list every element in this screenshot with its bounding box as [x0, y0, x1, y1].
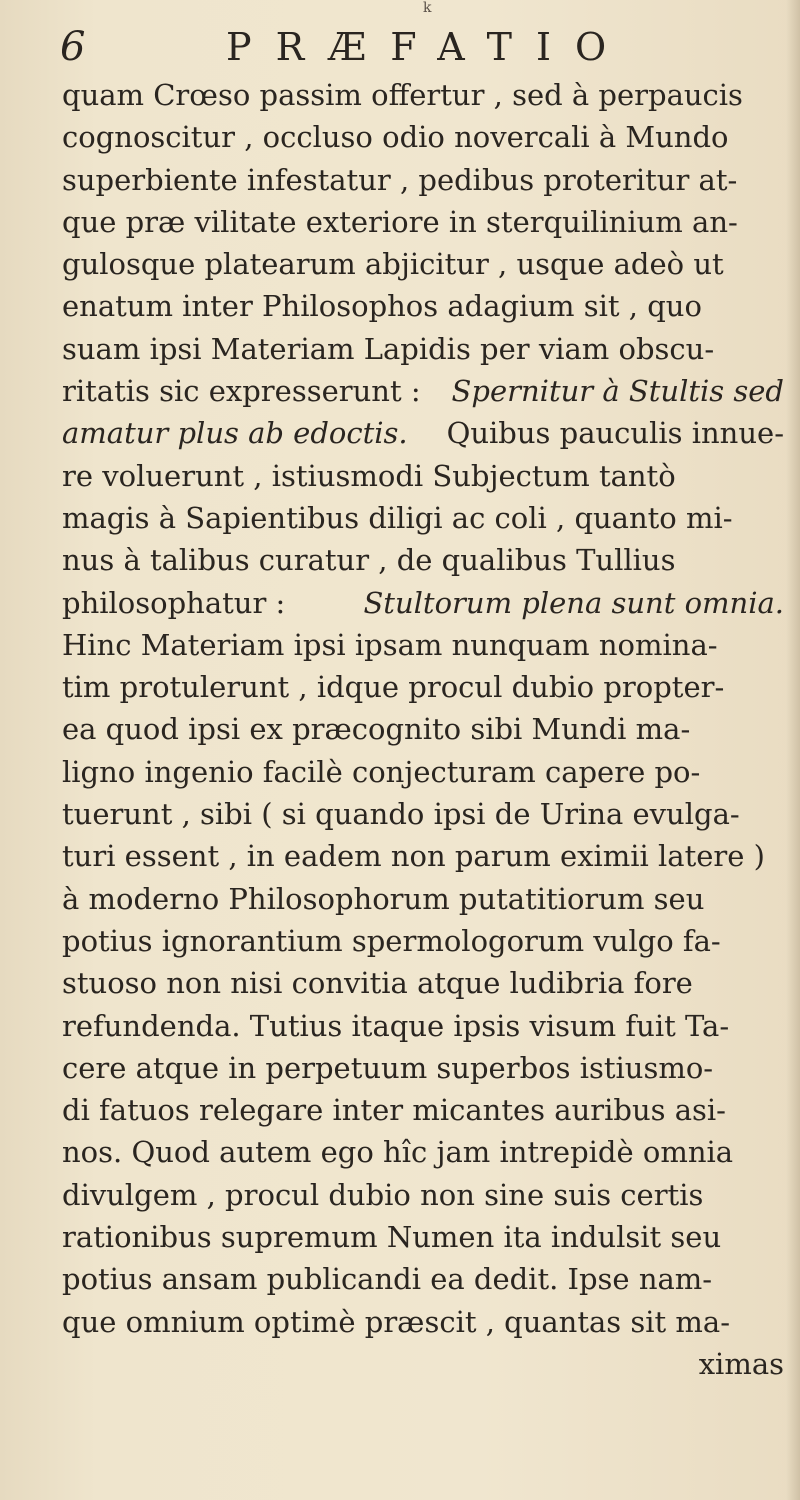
text-line	[62, 539, 784, 581]
text-span: rationibus supremum Numen ita indulsit seu	[62, 1220, 722, 1255]
text-span: ea quod ipsi ex præcognito sibi Mundi ma-	[62, 712, 691, 747]
text-line	[62, 243, 784, 285]
text-line	[62, 74, 784, 116]
catchword-line	[62, 1343, 784, 1385]
italic-quote: Spernitur à Stultis sed	[451, 374, 784, 409]
text-line	[62, 328, 784, 370]
body-text	[62, 74, 784, 1385]
text-line	[62, 666, 784, 708]
text-line	[62, 497, 784, 539]
text-line	[62, 1174, 784, 1216]
italic-quote: amatur plus ab edoctis.	[62, 416, 408, 451]
text-line	[62, 1005, 784, 1047]
text-span: stuoso non nisi convitia atque ludibria fore	[62, 966, 693, 1001]
text-line	[62, 412, 784, 454]
text-span: Hinc Materiam ipsi ipsam nunquam nomina-	[62, 627, 718, 662]
catchword: ximas	[698, 1346, 784, 1381]
text-line	[62, 1131, 784, 1173]
text-span: que omnium optimè præscit , quantas sit ma-	[62, 1304, 731, 1339]
text-span: ritatis sic expresserunt :	[62, 374, 421, 409]
text-line	[62, 116, 784, 158]
text-line	[62, 455, 784, 497]
text-line	[62, 962, 784, 1004]
page-number: 6	[60, 24, 86, 70]
text-span: cognoscitur , occluso odio novercali à Mundo	[62, 120, 729, 155]
text-span: à moderno Philosophorum putatitiorum seu	[62, 881, 705, 916]
text-line	[62, 793, 784, 835]
text-span: enatum inter Philosophos adagium sit , quo	[62, 289, 702, 324]
text-line	[62, 708, 784, 750]
text-span: suam ipsi Materiam Lapidis per viam obscu-	[62, 331, 715, 366]
text-line	[62, 920, 784, 962]
text-line	[62, 285, 784, 327]
text-span: gulosque platearum abjicitur , usque adeò ut	[62, 247, 724, 282]
page-gutter-shadow	[786, 0, 800, 1500]
text-line	[62, 835, 784, 877]
text-span: divulgem , procul dubio non sine suis certis	[62, 1177, 704, 1212]
text-line	[62, 1301, 784, 1343]
text-span: tuerunt , sibi ( si quando ipsi de Urina evulga-	[62, 797, 740, 832]
running-head: PRÆFATIO	[226, 25, 631, 69]
text-span: philosophatur :	[62, 585, 286, 620]
text-span: nus à talibus curatur , de qualibus Tullius	[62, 543, 676, 578]
text-span: magis à Sapientibus diligi ac coli , quanto mi-	[62, 500, 733, 535]
text-span: ligno ingenio facilè conjecturam capere po-	[62, 754, 701, 789]
text-span: potius ansam publicandi ea dedit. Ipse nam-	[62, 1262, 713, 1297]
text-line	[62, 582, 784, 624]
text-line	[62, 1216, 784, 1258]
text-line	[62, 159, 784, 201]
text-span: re voluerunt , istiusmodi Subjectum tantò	[62, 458, 676, 493]
text-span: quam Crœso passim offertur , sed à perpaucis	[62, 78, 743, 112]
text-span: refundenda. Tutius itaque ipsis visum fuit Ta-	[62, 1008, 730, 1043]
text-line	[62, 751, 784, 793]
text-span: superbiente infestatur , pedibus proteritur at-	[62, 162, 738, 197]
text-line	[62, 1089, 784, 1131]
text-line	[62, 624, 784, 666]
text-line	[62, 201, 784, 243]
text-span: Quibus pauculis innue-	[446, 416, 784, 451]
text-span: que præ vilitate exteriore in sterquilinium an-	[62, 204, 738, 239]
text-line	[62, 878, 784, 920]
page-marker: k	[423, 0, 432, 16]
text-span: tim protulerunt , idque procul dubio propter-	[62, 670, 725, 705]
text-span: di fatuos relegare inter micantes auribus asi-	[62, 1093, 726, 1128]
text-span: cere atque in perpetuum superbos istiusmo-	[62, 1050, 714, 1085]
text-span: potius ignorantium spermologorum vulgo fa-	[62, 923, 721, 958]
text-line	[62, 1047, 784, 1089]
italic-quote: Stultorum plena sunt omnia.	[363, 585, 784, 620]
text-span: nos. Quod autem ego hîc jam intrepidè omnia	[62, 1135, 734, 1170]
text-span: turi essent , in eadem non parum eximii latere )	[62, 839, 765, 874]
text-line	[62, 1258, 784, 1300]
text-line	[62, 370, 784, 412]
